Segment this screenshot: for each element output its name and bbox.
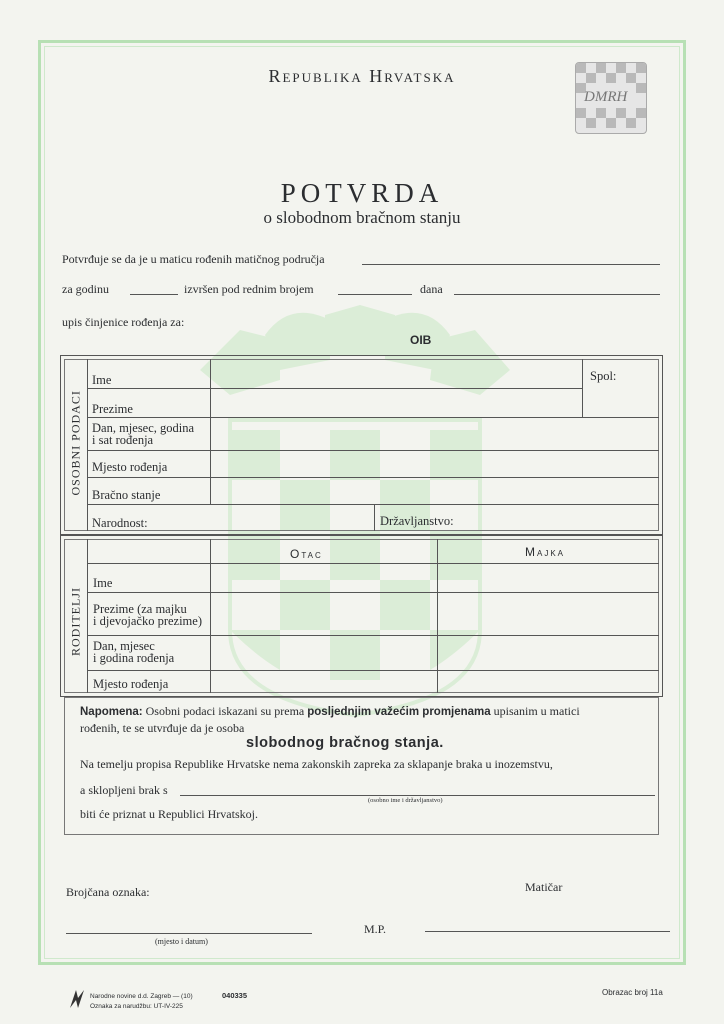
parents-mjesto-label: Mjesto rođenja: [93, 677, 169, 691]
mjesto-datum-field[interactable]: [66, 933, 312, 934]
note-text-2: upisanim u matici: [493, 704, 580, 718]
brak-label: a sklopljeni brak s: [80, 783, 168, 797]
prezime-line-1: Prezime (za majku: [93, 602, 187, 616]
oib-label: OIB: [410, 333, 432, 347]
note-line-1: [80, 704, 580, 719]
narodne-novine-logo-icon: [68, 988, 86, 1010]
narodnost-label: Narodnost:: [92, 516, 148, 530]
spol-label: Spol:: [590, 369, 617, 383]
godina-field[interactable]: [130, 294, 178, 295]
republic-heading: Republika Hrvatska: [268, 66, 456, 86]
bracno-stanje-label: Bračno stanje: [92, 488, 161, 502]
priznat-text: biti će priznat u Republici Hrvatskoj.: [80, 807, 258, 821]
obrazac-number: Obrazac broj 11a: [602, 988, 663, 997]
dmrh-seal-text: DMRH: [584, 89, 628, 105]
mjesto-rodenja-label: Mjesto rođenja: [92, 460, 168, 474]
prezime-line-2: i djevojačko prezime): [93, 614, 202, 628]
document-title: POTVRDA: [280, 178, 444, 208]
prezime-label: Prezime: [92, 402, 133, 416]
dan-line-2: i sat rođenja: [92, 433, 154, 447]
order-code-text: Oznaka za narudžbu: UT-IV-225: [90, 1003, 183, 1010]
mjesto-datum-hint: (mjesto i datum): [155, 937, 208, 946]
parents-prezime-label: [93, 603, 202, 627]
parents-dan-label: [93, 640, 174, 664]
parents-dan-line-2: i godina rođenja: [93, 651, 175, 665]
propis-text: Na temelju propisa Republike Hrvatske nema zakonskih zapreka za sklapanje braka u inozemstvu,: [80, 757, 553, 771]
parents-dan-line-1: Dan, mjesec: [93, 639, 155, 653]
osobni-podaci-section-label: OSOBNI PODACI: [68, 390, 83, 496]
document-subtitle: o slobodnom bračnom stanju: [263, 208, 461, 227]
roditelji-section-label: RODITELJI: [68, 587, 83, 656]
brak-s-field[interactable]: [180, 795, 655, 796]
publisher-text: Narodne novine d.d. Zagreb — (10): [90, 993, 193, 1000]
dana-field[interactable]: [454, 294, 660, 295]
izvrsen-label: izvršen pod rednim brojem: [184, 282, 314, 296]
redni-broj-field[interactable]: [338, 294, 412, 295]
dan-line-1: Dan, mjesec, godina: [92, 421, 195, 435]
dana-label: dana: [420, 282, 443, 296]
parents-ime-label: Ime: [93, 576, 113, 590]
za-godinu-label: za godinu: [62, 282, 109, 296]
maticno-podrucje-field[interactable]: [362, 264, 660, 265]
maticar-label: Matičar: [525, 880, 563, 894]
dmrh-seal-icon: [575, 62, 647, 134]
maticar-signature-field[interactable]: [425, 931, 670, 932]
dan-rodenja-label: [92, 422, 194, 446]
note-line-2: rođenih, te se utvrđuje da je osoba: [80, 721, 245, 735]
note-bold-text: posljednjim važećim promjenama: [307, 706, 491, 718]
form-code: 040335: [222, 991, 248, 1000]
bracno-status-text: slobodnog bračnog stanja.: [246, 735, 444, 751]
drzavljanstvo-label: Državljanstvo:: [380, 514, 454, 528]
mp-label: M.P.: [364, 922, 387, 936]
ime-label: Ime: [92, 373, 112, 387]
osobno-ime-hint: (osobno ime i državljanstvo): [368, 797, 443, 804]
upis-label: upis činjenice rođenja za:: [62, 315, 185, 329]
majka-header: Majka: [525, 545, 566, 559]
napomena-label: Napomena:: [80, 706, 143, 718]
brojcana-oznaka-label: Brojčana oznaka:: [66, 885, 150, 899]
intro-line-1: Potvrđuje se da je u maticu rođenih matičnog područja: [62, 252, 325, 266]
otac-header: Otac: [290, 547, 323, 561]
note-text-1: Osobni podaci iskazani su prema: [145, 704, 305, 718]
